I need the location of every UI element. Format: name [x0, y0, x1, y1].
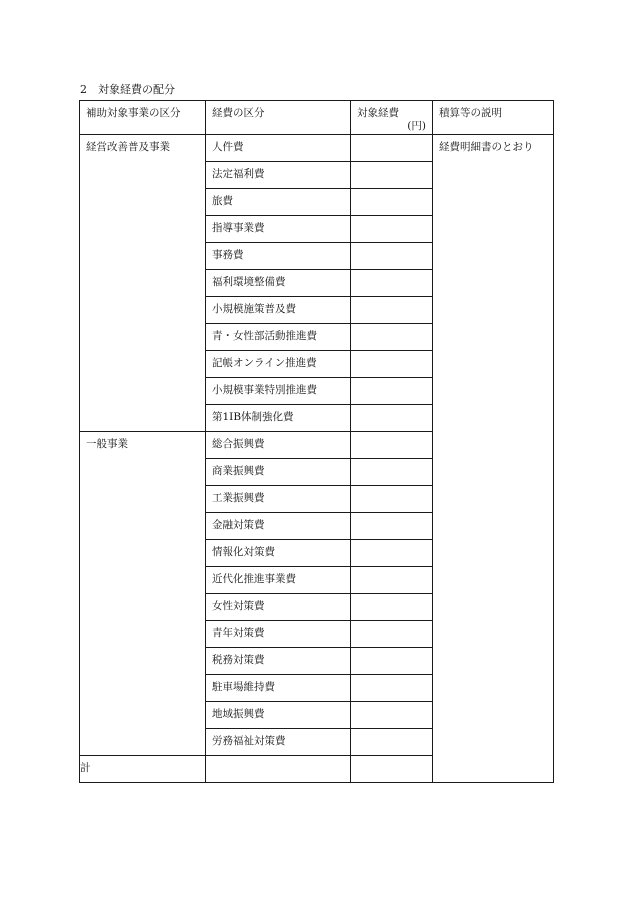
explanation-cell: 経費明細書のとおり: [433, 135, 554, 783]
header-explanation: 積算等の説明: [433, 101, 554, 135]
header-category: 補助対象事業の区分: [80, 101, 206, 135]
expense-type-cell: 記帳オンライン推進費: [206, 351, 351, 378]
expense-type-cell: 工業振興費: [206, 486, 351, 513]
amount-cell: [351, 594, 433, 621]
expense-type-cell: 青年対策費: [206, 621, 351, 648]
amount-cell: [351, 540, 433, 567]
amount-cell: [351, 567, 433, 594]
amount-cell: [351, 243, 433, 270]
expense-type-cell: 第1IB体制強化費: [206, 405, 351, 432]
amount-cell: [351, 351, 433, 378]
amount-cell: [351, 297, 433, 324]
amount-cell: [351, 270, 433, 297]
expense-type-cell: 総合振興費: [206, 432, 351, 459]
expense-type-cell: 商業振興費: [206, 459, 351, 486]
expense-type-cell: 地域振興費: [206, 702, 351, 729]
expense-type-cell: 小規模施策普及費: [206, 297, 351, 324]
expense-type-cell: 福利環境整備費: [206, 270, 351, 297]
amount-cell: [351, 459, 433, 486]
header-amount-unit: (円): [407, 120, 426, 132]
amount-cell: [351, 432, 433, 459]
amount-cell: [351, 405, 433, 432]
amount-cell: [351, 189, 433, 216]
amount-cell: [351, 675, 433, 702]
expense-type-cell: 青・女性部活動推進費: [206, 324, 351, 351]
expense-type-cell: 労務福祉対策費: [206, 729, 351, 756]
expense-type-cell: 金融対策費: [206, 513, 351, 540]
amount-cell: [351, 513, 433, 540]
amount-cell: [351, 378, 433, 405]
expense-type-cell: 駐車場維持費: [206, 675, 351, 702]
expense-type-cell: 近代化推進事業費: [206, 567, 351, 594]
amount-cell: [351, 135, 433, 162]
amount-cell: [351, 486, 433, 513]
category-cell: 一般事業: [80, 432, 206, 756]
expense-type-cell: 小規模事業特別推進費: [206, 378, 351, 405]
section-title: 対象経費の配分: [98, 83, 175, 96]
expense-type-cell: 事務費: [206, 243, 351, 270]
expense-type-cell: 法定福利費: [206, 162, 351, 189]
amount-cell: [351, 702, 433, 729]
section-heading: [80, 83, 175, 97]
expense-type-cell: 人件費: [206, 135, 351, 162]
header-expense-type: 経費の区分: [206, 101, 351, 135]
header-amount: [351, 101, 433, 135]
total-label-cell: 計: [80, 756, 206, 783]
header-amount-label: 対象経費: [357, 107, 399, 119]
expense-type-cell: 税務対策費: [206, 648, 351, 675]
expense-type-cell: 旅費: [206, 189, 351, 216]
table-body: [80, 135, 554, 783]
table-header-row: [80, 101, 554, 135]
amount-cell: [351, 648, 433, 675]
expense-type-cell: 指導事業費: [206, 216, 351, 243]
amount-cell: [351, 729, 433, 756]
expense-type-cell: 女性対策費: [206, 594, 351, 621]
amount-cell: [351, 621, 433, 648]
amount-cell: [351, 216, 433, 243]
expense-allocation-table: [79, 100, 554, 783]
section-number: 2: [80, 83, 87, 96]
table-row: [80, 135, 554, 162]
expense-type-cell: 情報化対策費: [206, 540, 351, 567]
total-amount-cell: [351, 756, 433, 783]
category-cell: 経営改善普及事業: [80, 135, 206, 432]
amount-cell: [351, 324, 433, 351]
amount-cell: [351, 162, 433, 189]
total-expense-type-cell: [206, 756, 351, 783]
